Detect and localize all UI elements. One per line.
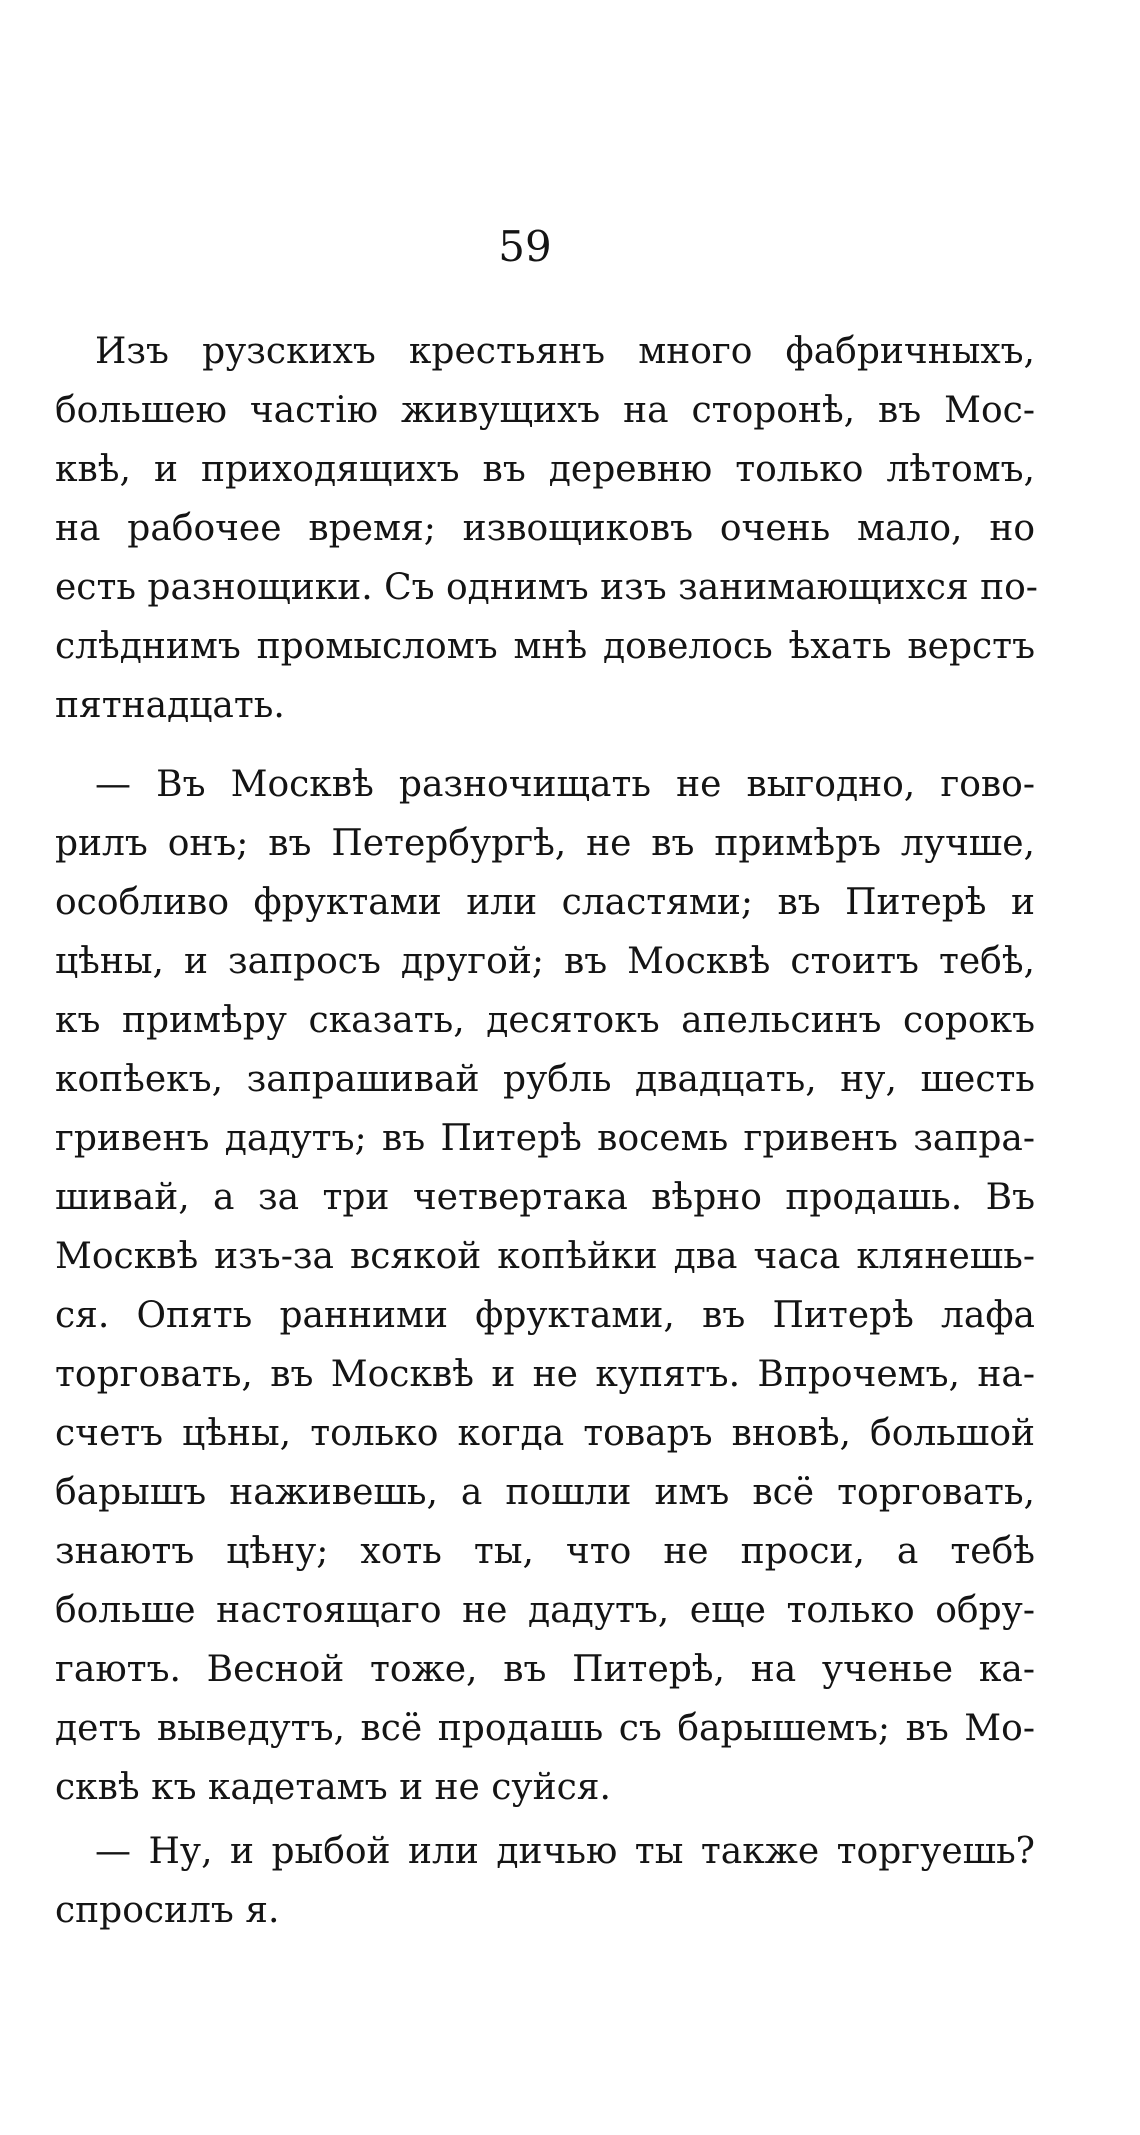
text-line: рилъ онъ; въ Петербургѣ, не въ примѣръ лучше,: [55, 823, 1035, 864]
paragraph-2: [55, 755, 1035, 1817]
text-line: гаютъ. Весной тоже, въ Питерѣ, на ученье ка-: [55, 1649, 1035, 1690]
text-line: — Въ Москвѣ разночищать не выгодно, гово-: [95, 764, 1035, 805]
text-line: есть разнощики. Съ однимъ изъ занимающихся по-: [55, 567, 1038, 608]
text-line: Изъ рузскихъ крестьянъ много фабричныхъ,: [95, 331, 1035, 372]
text-line: детъ выведутъ, всё продашь съ барышемъ; въ Мо-: [55, 1708, 1035, 1749]
text-line: ся. Опять ранними фруктами, въ Питерѣ лафа: [55, 1295, 1035, 1336]
text-line: спросилъ я.: [55, 1890, 280, 1931]
text-line: Москвѣ изъ-за всякой копѣйки два часа клянешь-: [55, 1236, 1035, 1277]
text-line: копѣекъ, запрашивай рубль двадцать, ну, шесть: [55, 1059, 1035, 1100]
page-number: 59: [498, 222, 552, 271]
text-line: сквѣ къ кадетамъ и не суйся.: [55, 1767, 611, 1808]
text-line: гривенъ дадутъ; въ Питерѣ восемь гривенъ запра-: [55, 1118, 1035, 1159]
text-line: — Ну, и рыбой или дичью ты также торгуешь?: [95, 1831, 1035, 1872]
text-line: квѣ, и приходящихъ въ деревню только лѣтомъ,: [55, 449, 1035, 490]
text-line: цѣны, и запросъ другой; въ Москвѣ стоитъ тебѣ,: [55, 941, 1035, 982]
paragraph-1: [55, 322, 1038, 735]
text-line: больше настоящаго не дадутъ, еще только обру-: [55, 1590, 1035, 1631]
text-line: къ примѣру сказать, десятокъ апельсинъ сорокъ: [55, 1000, 1035, 1041]
text-line: на рабочее время; извощиковъ очень мало, но: [55, 508, 1035, 549]
text-line: барышъ наживешь, а пошли имъ всё торговать,: [55, 1472, 1035, 1513]
text-line: особливо фруктами или сластями; въ Питерѣ и: [55, 882, 1035, 923]
text-line: шивай, а за три четвертака вѣрно продашь. Въ: [55, 1177, 1035, 1218]
text-line: знаютъ цѣну; хоть ты, что не проси, а тебѣ: [55, 1531, 1035, 1572]
text-line: торговать, въ Москвѣ и не купятъ. Впрочемъ, на-: [55, 1354, 1035, 1395]
text-line: большею частію живущихъ на сторонѣ, въ Мос-: [55, 390, 1035, 431]
text-line: счетъ цѣны, только когда товаръ вновѣ, большой: [55, 1413, 1035, 1454]
text-line: слѣднимъ промысломъ мнѣ довелось ѣхать верстъ: [55, 626, 1035, 667]
text-line: пятнадцать.: [55, 685, 285, 726]
paragraph-3: [55, 1822, 1035, 1940]
